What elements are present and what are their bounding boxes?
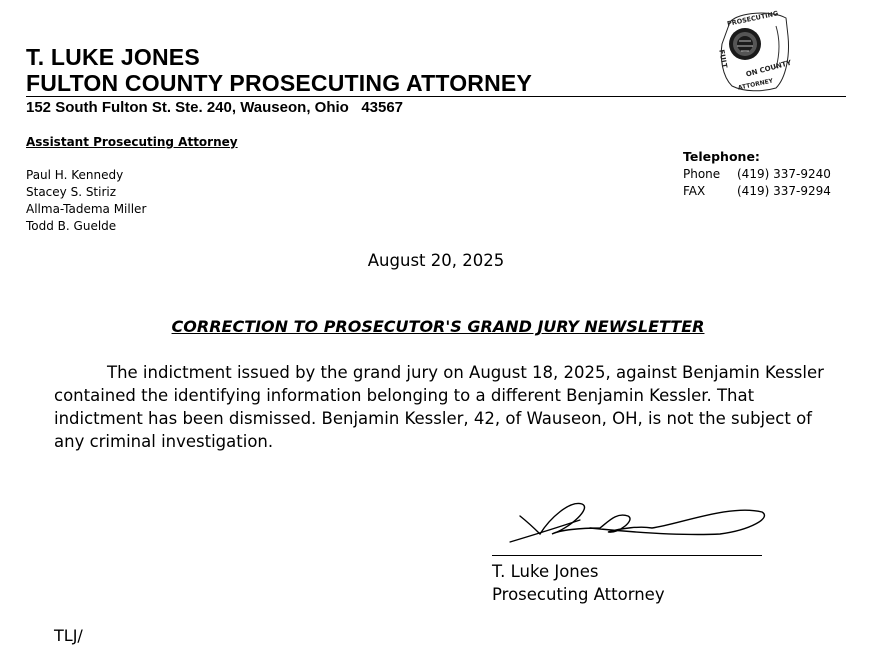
signer-title: Prosecuting Attorney (492, 585, 665, 604)
assistants-list (26, 167, 146, 235)
office-title: FULTON COUNTY PROSECUTING ATTORNEY (26, 70, 533, 96)
signer-name: T. Luke Jones (492, 562, 599, 581)
handwritten-signature (500, 494, 770, 554)
fax-label: FAX (683, 184, 706, 198)
header-rule (26, 96, 846, 97)
prosecutor-name: T. LUKE JONES (26, 44, 200, 70)
county-seal-logo (716, 6, 794, 94)
fax-number: (419) 337-9294 (737, 184, 831, 198)
assistant-name: Todd B. Guelde (26, 219, 117, 233)
svg-text:PROSECUTING: PROSECUTING (726, 9, 780, 28)
document-title: CORRECTION TO PROSECUTOR'S GRAND JURY NEWSLETTER (171, 317, 705, 336)
fax-line (683, 183, 831, 199)
svg-text:ATTORNEY: ATTORNEY (737, 77, 774, 92)
assistant-name: Paul H. Kennedy (26, 168, 124, 182)
signer-block (492, 560, 665, 606)
signature-line (492, 555, 762, 556)
telephone-heading: Telephone: (683, 149, 760, 164)
phone-line (683, 166, 831, 182)
body-paragraph: The indictment issued by the grand jury on August 18, 2025, against Benjamin Kessler contained the identifying information belonging to a different Benjamin Kessler. That indictment has been dismissed. Benjamin Kessler, 42, of Wauseon, OH, is not the subject of any criminal investigation. (54, 363, 824, 451)
phone-label: Phone (683, 167, 721, 181)
assistant-name: Stacey S. Stiriz (26, 185, 117, 199)
svg-text:ON COUNTY: ON COUNTY (745, 58, 793, 79)
assistants-heading: Assistant Prosecuting Attorney (26, 135, 238, 149)
letter-date: August 20, 2025 (367, 251, 505, 270)
phone-number: (419) 337-9240 (737, 167, 831, 181)
assistant-name: Allma-Tadema Miller (26, 202, 147, 216)
office-address: 152 South Fulton St. Ste. 240, Wauseon, Ohio 43567 (26, 99, 404, 116)
footer-initials: TLJ/ (54, 626, 83, 645)
svg-text:FULT: FULT (717, 49, 729, 69)
